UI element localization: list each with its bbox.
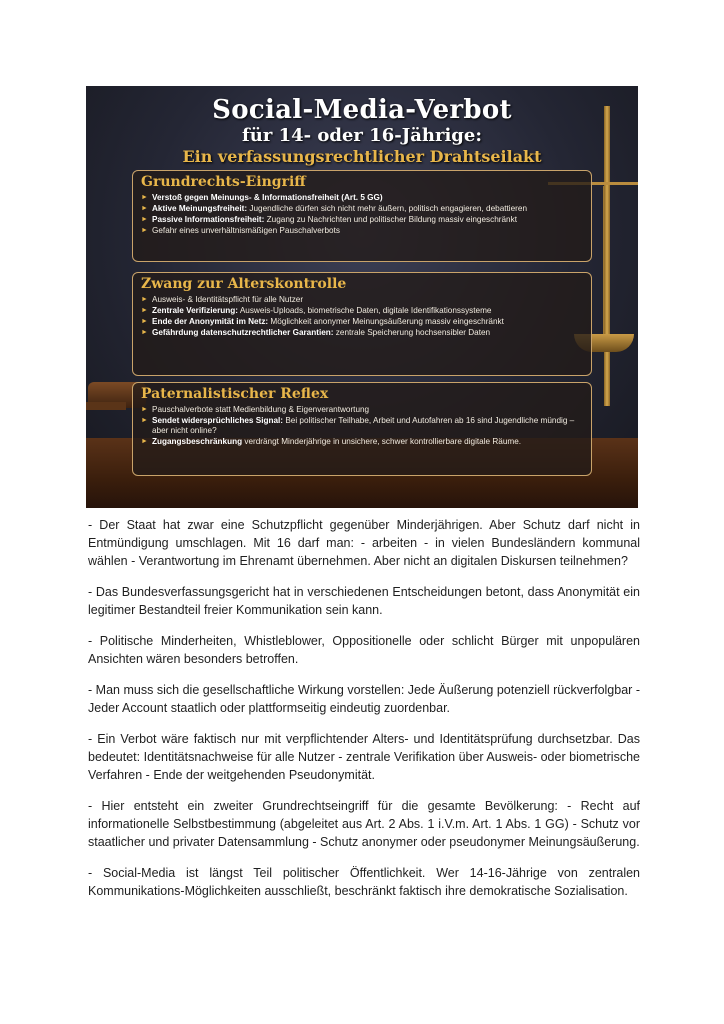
arrow-bullet-icon: ► — [141, 205, 148, 212]
gavel-handle — [86, 402, 126, 410]
scale-chain — [603, 186, 604, 334]
item-lead: Ende der Anonymität im Netz: — [152, 317, 269, 326]
list-item — [141, 306, 583, 316]
section-heading: Zwang zur Alterskontrolle — [141, 276, 347, 292]
list-item — [141, 328, 583, 338]
poster-title: Social-Media-Verbot — [212, 95, 512, 125]
paragraph: - Social-Media ist längst Teil politischer Öffentlichkeit. Wer 14-16-Jährige von zentralen Kommunikations-Möglichkeiten ausschließt, beschränkt faktisch ihre demokratische Sozialisation. — [88, 866, 640, 898]
list-item — [141, 437, 583, 447]
list-item — [141, 317, 583, 327]
section-heading: Grundrechts-Eingriff — [141, 174, 306, 190]
arrow-bullet-icon: ► — [141, 318, 148, 325]
paragraph: - Hier entsteht ein zweiter Grundrechtseingriff für die gesamte Bevölkerung: - Recht auf informationelle Selbstbestimmung (abgeleitet aus Art. 2 Abs. 1 i.V.m. Art. 1 Abs. 1 GG) - Schutz vor staatlicher und privater Datensammlung - Schutz anonymer oder pseudonymer Meinungsäußerung. — [88, 799, 640, 849]
item-lead: Aktive Meinungsfreiheit: — [152, 204, 248, 213]
arrow-bullet-icon: ► — [141, 307, 148, 314]
item-lead: Zugangsbeschränkung — [152, 437, 243, 446]
paragraph: - Der Staat hat zwar eine Schutzpflicht gegenüber Minderjährigen. Aber Schutz darf nicht in Entmündigung umschlagen. Mit 16 darf man: - arbeiten - in vielen Bundesländern kommunal wählen - Verantwortung im Ehrenamt übernehmen. Aber nicht an digitalen Diskursen teilnehmen? — [88, 518, 640, 568]
arrow-bullet-icon: ► — [141, 417, 148, 424]
item-text: Jugendliche dürfen sich nicht mehr äußern, politisch engagieren, debattieren — [247, 204, 528, 213]
poster-tagline: Ein verfassungsrechtlicher Drahtseilakt — [182, 147, 542, 166]
list-item — [141, 405, 583, 415]
list-item — [141, 295, 583, 305]
item-text: Ausweis- & Identitätspflicht für alle Nutzer — [152, 295, 304, 304]
poster-subtitle: für 14- oder 16-Jährige: — [242, 125, 482, 146]
item-text: Pauschalverbote statt Medienbildung & Eigenverantwortung — [152, 405, 370, 414]
list-item — [141, 416, 583, 436]
item-text: Gefahr eines unverhältnismäßigen Pauschalverbots — [152, 226, 340, 235]
section-paternalistischer-reflex — [132, 382, 592, 476]
list-item — [141, 204, 583, 214]
item-text: verdrängt Minderjährige in unsichere, schwer kontrollierbare digitale Räume. — [242, 437, 522, 446]
poster-image — [86, 86, 638, 508]
section-zwang-zur-alterskontrolle — [132, 272, 592, 376]
document-body — [88, 516, 640, 913]
list-item — [141, 215, 583, 225]
section-grundrechts-eingriff — [132, 170, 592, 262]
list-item — [141, 193, 583, 203]
item-text: Zugang zu Nachrichten und politischer Bildung massiv eingeschränkt — [264, 215, 517, 224]
item-text: Möglichkeit anonymer Meinungsäußerung massiv eingeschränkt — [268, 317, 504, 326]
item-text: zentrale Speicherung hochsensibler Daten — [333, 328, 491, 337]
item-text: Ausweis-Uploads, biometrische Daten, digitale Identifikationssysteme — [238, 306, 492, 315]
arrow-bullet-icon: ► — [141, 227, 148, 234]
paragraph: - Ein Verbot wäre faktisch nur mit verpflichtender Alters- und Identitätsprüfung durchsetzbar. Das bedeutet: Identitätsnachweise für alle Nutzer - zentrale Verifikation über Ausweis- oder biometrische Verfahren - Ende der weitgehenden Pseudonymität. — [88, 732, 640, 782]
arrow-bullet-icon: ► — [141, 406, 148, 413]
arrow-bullet-icon: ► — [141, 329, 148, 336]
item-lead: Gefährdung datenschutzrechtlicher Garantien: — [152, 328, 334, 337]
item-lead: Zentrale Verifizierung: — [152, 306, 238, 315]
arrow-bullet-icon: ► — [141, 194, 148, 201]
arrow-bullet-icon: ► — [141, 296, 148, 303]
item-text: Bei politischer Teilhabe, Arbeit und Autofahren ab 16 sind Jugendliche mündig – aber nicht online? — [152, 416, 575, 435]
paragraph: - Man muss sich die gesellschaftliche Wirkung vorstellen: Jede Äußerung potenziell rückverfolgbar - Jeder Account staatlich oder plattformseitig eindeutig zuordenbar. — [88, 683, 640, 715]
list-item — [141, 226, 583, 236]
paragraph: - Politische Minderheiten, Whistleblower, Oppositionelle oder schlicht Bürger mit unpopulären Ansichten wären besonders betroffen. — [88, 634, 640, 666]
arrow-bullet-icon: ► — [141, 216, 148, 223]
item-lead: Sendet widersprüchliches Signal: — [152, 416, 284, 425]
item-lead: Passive Informationsfreiheit: — [152, 215, 265, 224]
arrow-bullet-icon: ► — [141, 438, 148, 445]
section-heading: Paternalistischer Reflex — [141, 386, 329, 402]
paragraph: - Das Bundesverfassungsgericht hat in verschiedenen Entscheidungen betont, dass Anonymität ein legitimer Bestandteil freier Kommunikation sein kann. — [88, 585, 640, 617]
item-lead: Verstoß gegen Meinungs- & Informationsfreiheit (Art. 5 GG) — [152, 193, 383, 202]
